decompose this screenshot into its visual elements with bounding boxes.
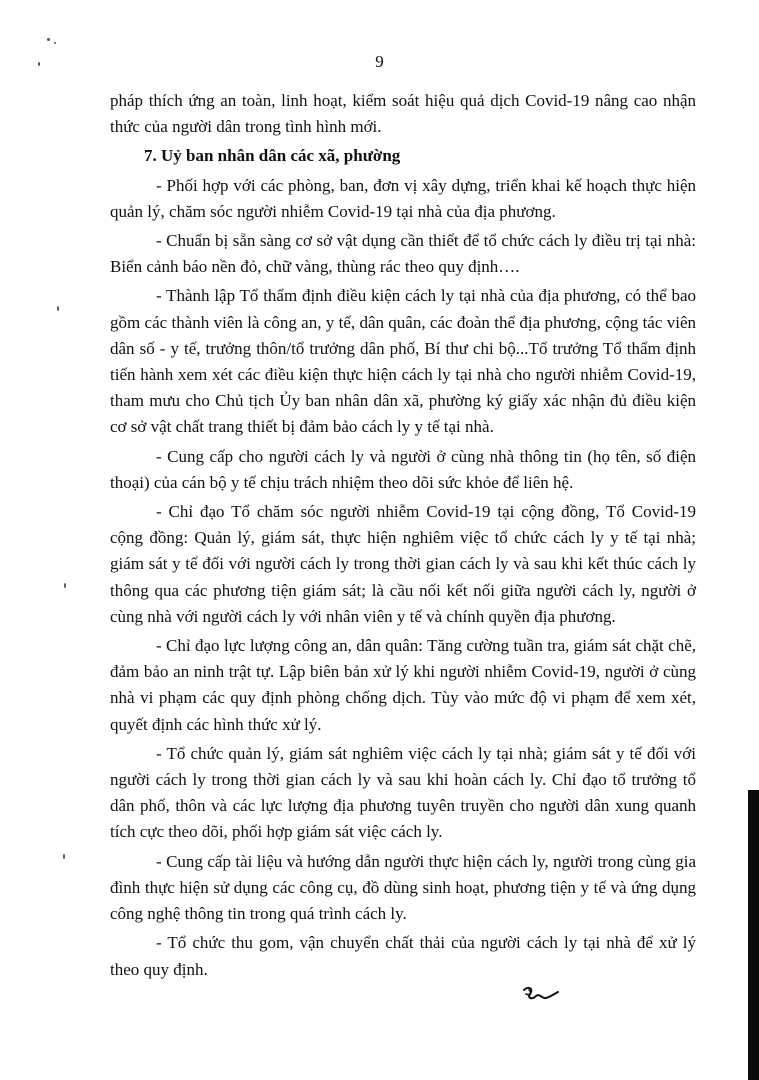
page-number: 9 <box>375 52 384 71</box>
scan-speck <box>38 62 40 66</box>
paragraph-coordinate: - Phối hợp với các phòng, ban, đơn vị xây dựng, triển khai kế hoạch thực hiện quản lý, chăm sóc người nhiễm Covid-19 tại nhà của địa phương. <box>110 175 696 221</box>
scan-speck <box>54 42 56 44</box>
intro-paragraph: pháp thích ứng an toàn, linh hoạt, kiểm soát hiệu quả dịch Covid-19 nâng cao nhận thức của người dân trong tình hình mới. <box>110 91 696 137</box>
scan-speck <box>64 583 66 588</box>
scan-speck <box>47 38 50 41</box>
paragraph-waste-collection: - Tổ chức thu gom, vận chuyển chất thải của người cách ly tại nhà để xử lý theo quy định. <box>110 933 696 979</box>
paragraph-quarantine-supervision: - Tổ chức quản lý, giám sát nghiêm việc cách ly tại nhà; giám sát y tế đối với người cách ly trong thời gian cách ly và sau khi hoàn cách ly. Chỉ đạo tổ trưởng tổ dân phố, thôn và các lực lượng địa phương tuyên truyền cho người dân xung quanh tích cực theo dõi, phối hợp giám sát việc cách ly. <box>110 743 696 842</box>
section-heading: 7. Uỷ ban nhân dân các xã, phường <box>144 146 401 166</box>
scan-speck <box>63 854 65 859</box>
scan-speck <box>57 306 59 311</box>
paragraph-guidance-materials: - Cung cấp tài liệu và hướng dẫn người thực hiện cách ly, người trong cùng gia đình thực hiện sử dụng các công cụ, đồ dùng sinh hoạt, phương tiện y tế và ứng dụng công nghệ thông tin trong quá trình cách ly. <box>110 851 696 924</box>
paragraph-appraisal-team: - Thành lập Tổ thẩm định điều kiện cách ly tại nhà của địa phương, có thể bao gồm các thành viên là công an, y tế, dân quân, các đoàn thể địa phương, cộng tác viên dân số - y tế, trưởng thôn/tổ trưởng dân phố, Bí thư chi bộ...Tổ trưởng Tổ thẩm định tiến hành xem xét các điều kiện thực hiện cách ly tại nhà cho người nhiễm Covid-19, tham mưu cho Chủ tịch Ủy ban nhân dân xã, phường ký giấy xác nhận đủ điều kiện cơ sở vật chất trang thiết bị đảm bảo cách ly y tế tại nhà. <box>110 286 696 437</box>
paragraph-police-militia: - Chỉ đạo lực lượng công an, dân quân: Tăng cường tuần tra, giám sát chặt chẽ, đảm bảo an ninh trật tự. Lập biên bản xử lý khi người nhiễm Covid-19, người ở cùng nhà vi phạm các quy định phòng chống dịch. Tùy vào mức độ vi phạm để xem xét, quyết định các hình thức xử lý. <box>110 636 696 734</box>
paragraph-prepare-facilities: - Chuẩn bị sẵn sàng cơ sở vật dụng cần thiết để tổ chức cách ly điều trị tại nhà: Biển cảnh báo nền đỏ, chữ vàng, thùng rác theo quy định…. <box>110 231 696 277</box>
paragraph-contact-info: - Cung cấp cho người cách ly và người ở cùng nhà thông tin (họ tên, số điện thoại) của cán bộ y tế chịu trách nhiệm theo dõi sức khỏe để liên hệ. <box>110 446 696 492</box>
scan-edge-bar <box>748 790 759 1080</box>
initials-signature <box>520 984 560 1008</box>
document-body <box>110 88 696 983</box>
paragraph-community-team: - Chỉ đạo Tổ chăm sóc người nhiễm Covid-19 tại cộng đồng, Tổ Covid-19 cộng đồng: Quản lý, giám sát, thực hiện nghiêm việc tổ chức cách ly y tế tại nhà; giám sát y tế đối với người cách ly trong thời gian cách ly và sau khi kết thúc cách ly thông qua các phương tiện giám sát; là cầu nối kết nối giữa người cách ly, người ở cùng nhà với người cách ly với nhân viên y tế và chính quyền địa phương. <box>110 502 696 626</box>
